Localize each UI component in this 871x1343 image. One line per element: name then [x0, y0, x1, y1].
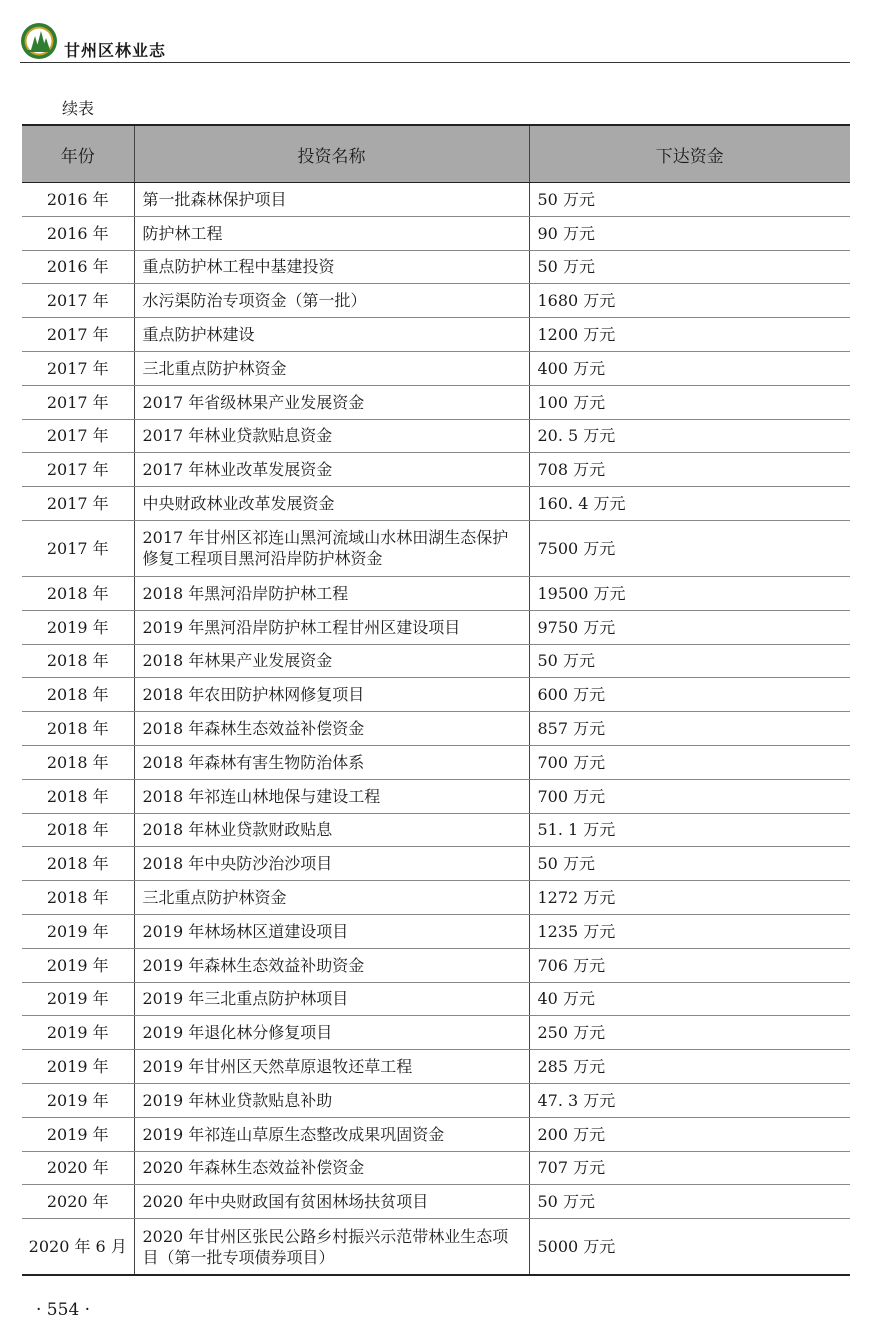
cell-year: 2019 年: [22, 914, 134, 948]
cell-investment-name: 第一批森林保护项目: [134, 183, 529, 217]
page-number: · 554 ·: [36, 1300, 91, 1320]
cell-year: 2020 年 6 月: [22, 1219, 134, 1276]
cell-investment-name: 2018 年林果产业发展资金: [134, 644, 529, 678]
cell-investment-name: 2018 年中央防沙治沙项目: [134, 847, 529, 881]
cell-investment-name: 2018 年森林有害生物防治体系: [134, 745, 529, 779]
table-row: [22, 779, 850, 813]
column-header-amount: 下达资金: [529, 125, 850, 183]
cell-amount: 160. 4 万元: [529, 487, 850, 521]
table-row: [22, 610, 850, 644]
cell-investment-name: 2018 年森林生态效益补偿资金: [134, 712, 529, 746]
table-row: [22, 948, 850, 982]
cell-amount: 90 万元: [529, 216, 850, 250]
page-header: [20, 22, 850, 64]
cell-year: 2017 年: [22, 453, 134, 487]
cell-year: 2016 年: [22, 216, 134, 250]
table-row: [22, 351, 850, 385]
column-header-year: 年份: [22, 125, 134, 183]
cell-amount: 1200 万元: [529, 318, 850, 352]
table-row: [22, 1117, 850, 1151]
cell-amount: 250 万元: [529, 1016, 850, 1050]
cell-investment-name: 2019 年三北重点防护林项目: [134, 982, 529, 1016]
cell-amount: 1680 万元: [529, 284, 850, 318]
cell-investment-name: 2017 年省级林果产业发展资金: [134, 385, 529, 419]
table-row: [22, 520, 850, 576]
cell-investment-name: 2019 年黑河沿岸防护林工程甘州区建设项目: [134, 610, 529, 644]
cell-year: 2019 年: [22, 948, 134, 982]
cell-investment-name: 2019 年林业贷款贴息补助: [134, 1083, 529, 1117]
table-row: [22, 576, 850, 610]
table-row: [22, 385, 850, 419]
cell-amount: 700 万元: [529, 779, 850, 813]
cell-year: 2017 年: [22, 351, 134, 385]
cell-amount: 51. 1 万元: [529, 813, 850, 847]
cell-investment-name: 2017 年林业贷款贴息资金: [134, 419, 529, 453]
table-row: [22, 745, 850, 779]
cell-investment-name: 2019 年甘州区天然草原退牧还草工程: [134, 1050, 529, 1084]
cell-year: 2019 年: [22, 1016, 134, 1050]
cell-year: 2018 年: [22, 847, 134, 881]
cell-investment-name: 2018 年农田防护林网修复项目: [134, 678, 529, 712]
cell-year: 2016 年: [22, 183, 134, 217]
investment-table: [22, 124, 850, 1276]
table-row: [22, 914, 850, 948]
table-row: [22, 487, 850, 521]
cell-amount: 40 万元: [529, 982, 850, 1016]
cell-amount: 200 万元: [529, 1117, 850, 1151]
table-row: [22, 982, 850, 1016]
table-row: [22, 1151, 850, 1185]
cell-amount: 50 万元: [529, 1185, 850, 1219]
cell-amount: 47. 3 万元: [529, 1083, 850, 1117]
cell-amount: 400 万元: [529, 351, 850, 385]
table-row: [22, 678, 850, 712]
cell-year: 2017 年: [22, 284, 134, 318]
cell-amount: 9750 万元: [529, 610, 850, 644]
cell-investment-name: 2020 年中央财政国有贫困林场扶贫项目: [134, 1185, 529, 1219]
forest-logo-icon: [20, 22, 58, 60]
table-row: [22, 284, 850, 318]
cell-year: 2019 年: [22, 1050, 134, 1084]
cell-amount: 707 万元: [529, 1151, 850, 1185]
table-row: [22, 183, 850, 217]
cell-year: 2016 年: [22, 250, 134, 284]
cell-amount: 50 万元: [529, 644, 850, 678]
cell-year: 2018 年: [22, 881, 134, 915]
cell-year: 2017 年: [22, 385, 134, 419]
cell-investment-name: 2019 年森林生态效益补助资金: [134, 948, 529, 982]
cell-investment-name: 2017 年林业改革发展资金: [134, 453, 529, 487]
table-row: [22, 453, 850, 487]
cell-year: 2017 年: [22, 419, 134, 453]
cell-year: 2018 年: [22, 813, 134, 847]
cell-investment-name: 防护林工程: [134, 216, 529, 250]
table-row: [22, 250, 850, 284]
cell-investment-name: 2020 年甘州区张民公路乡村振兴示范带林业生态项目（第一批专项债券项目）: [134, 1219, 529, 1276]
table-row: [22, 1219, 850, 1276]
cell-investment-name: 2019 年林场林区道建设项目: [134, 914, 529, 948]
book-title: 甘州区林业志: [64, 41, 167, 60]
cell-amount: 1235 万元: [529, 914, 850, 948]
cell-year: 2018 年: [22, 712, 134, 746]
cell-year: 2018 年: [22, 644, 134, 678]
table-row: [22, 644, 850, 678]
cell-amount: 708 万元: [529, 453, 850, 487]
cell-amount: 857 万元: [529, 712, 850, 746]
cell-amount: 706 万元: [529, 948, 850, 982]
cell-investment-name: 中央财政林业改革发展资金: [134, 487, 529, 521]
cell-year: 2018 年: [22, 678, 134, 712]
table-header: [22, 125, 850, 183]
cell-amount: 7500 万元: [529, 520, 850, 576]
table-row: [22, 1185, 850, 1219]
table-row: [22, 881, 850, 915]
cell-investment-name: 2019 年退化林分修复项目: [134, 1016, 529, 1050]
cell-investment-name: 2018 年林业贷款财政贴息: [134, 813, 529, 847]
column-header-name: 投资名称: [134, 125, 529, 183]
cell-year: 2018 年: [22, 779, 134, 813]
continued-label: 续表: [62, 99, 95, 118]
table-row: [22, 712, 850, 746]
cell-amount: 50 万元: [529, 183, 850, 217]
cell-year: 2020 年: [22, 1151, 134, 1185]
cell-year: 2018 年: [22, 745, 134, 779]
cell-year: 2019 年: [22, 982, 134, 1016]
cell-investment-name: 重点防护林建设: [134, 318, 529, 352]
cell-amount: 5000 万元: [529, 1219, 850, 1276]
cell-amount: 600 万元: [529, 678, 850, 712]
cell-amount: 20. 5 万元: [529, 419, 850, 453]
table-row: [22, 419, 850, 453]
cell-year: 2017 年: [22, 318, 134, 352]
cell-year: 2018 年: [22, 576, 134, 610]
table-row: [22, 1083, 850, 1117]
table-body: [22, 183, 850, 1276]
cell-amount: 100 万元: [529, 385, 850, 419]
cell-amount: 50 万元: [529, 847, 850, 881]
cell-investment-name: 重点防护林工程中基建投资: [134, 250, 529, 284]
cell-investment-name: 2018 年黑河沿岸防护林工程: [134, 576, 529, 610]
cell-investment-name: 三北重点防护林资金: [134, 881, 529, 915]
cell-year: 2019 年: [22, 1083, 134, 1117]
table-row: [22, 1050, 850, 1084]
table-row: [22, 216, 850, 250]
table-row: [22, 813, 850, 847]
header-rule: [20, 62, 850, 63]
table-row: [22, 1016, 850, 1050]
cell-year: 2019 年: [22, 1117, 134, 1151]
cell-year: 2017 年: [22, 520, 134, 576]
cell-year: 2019 年: [22, 610, 134, 644]
table-row: [22, 847, 850, 881]
cell-amount: 19500 万元: [529, 576, 850, 610]
cell-investment-name: 水污渠防治专项资金（第一批）: [134, 284, 529, 318]
cell-year: 2020 年: [22, 1185, 134, 1219]
cell-investment-name: 三北重点防护林资金: [134, 351, 529, 385]
cell-investment-name: 2019 年祁连山草原生态整改成果巩固资金: [134, 1117, 529, 1151]
cell-amount: 700 万元: [529, 745, 850, 779]
cell-investment-name: 2017 年甘州区祁连山黑河流域山水林田湖生态保护修复工程项目黑河沿岸防护林资金: [134, 520, 529, 576]
table-row: [22, 318, 850, 352]
cell-year: 2017 年: [22, 487, 134, 521]
header-row: [22, 125, 850, 183]
cell-investment-name: 2020 年森林生态效益补偿资金: [134, 1151, 529, 1185]
cell-amount: 50 万元: [529, 250, 850, 284]
cell-amount: 1272 万元: [529, 881, 850, 915]
cell-amount: 285 万元: [529, 1050, 850, 1084]
cell-investment-name: 2018 年祁连山林地保与建设工程: [134, 779, 529, 813]
